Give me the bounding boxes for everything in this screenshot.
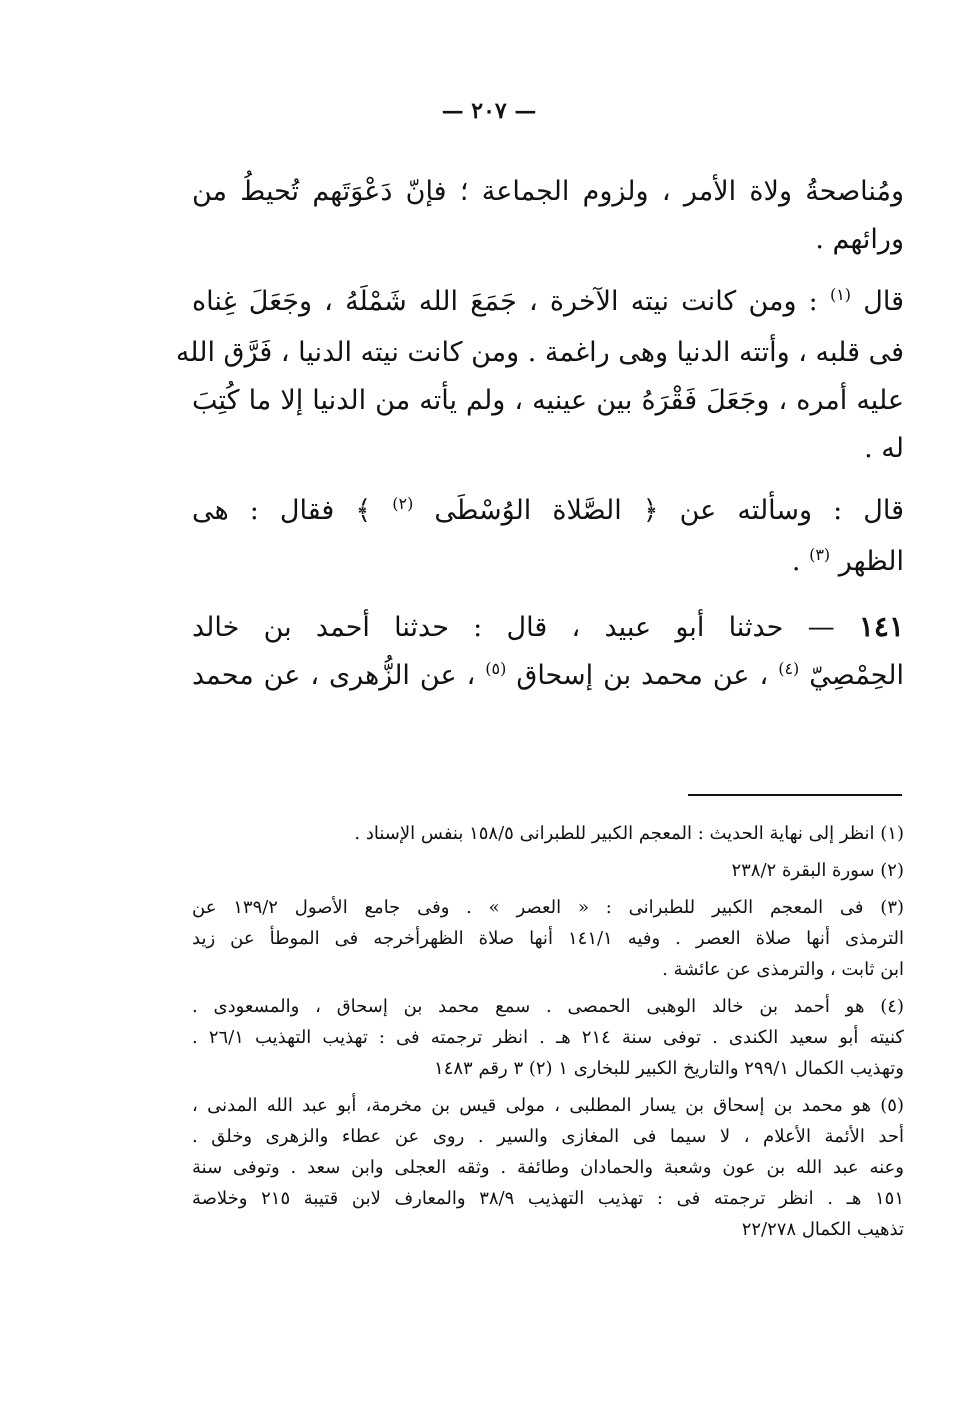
footnote-4 <box>192 991 904 1084</box>
footnote-line: (٣) فى المعجم الكبير للطبرانى : « العصر » . وفى جامع الأصول ١٣٩/٢ عن <box>192 897 905 918</box>
footnote-ref-3[interactable]: (٣) <box>809 545 831 564</box>
text-segment: الحِمْصِيّ <box>809 660 904 691</box>
footnote-1 <box>192 818 904 849</box>
text-line: له . <box>864 433 904 464</box>
paragraph-4 <box>192 603 904 703</box>
footnote-line: (١) انظر إلى نهاية الحديث : المعجم الكبير للطبرانى ١٥٨/٥ بنفس الإسناد . <box>354 823 904 844</box>
footnote-line: أحد الأئمة الأعلام ، لا سيما فى المغازى والسير . روى عن عطاء والزهرى وخلق . <box>192 1126 904 1147</box>
footnote-line: تذهيب الكمال ٢٢/٢٧٨ <box>741 1219 904 1240</box>
footnote-line: (٤) هو أحمد بن خالد الوهبى الحمصى . سمع محمد بن إسحاق ، والمسعودى . <box>192 996 904 1017</box>
footnote-3 <box>192 892 904 985</box>
hadith-number: ١٤١ <box>858 610 904 643</box>
footnote-line: ١٥١ هـ . انظر ترجمته فى : تهذيب التهذيب ٣٨/٩ والمعارف لابن قتيبة ٢١٥ وخلاصة <box>192 1188 904 1209</box>
text-line <box>192 278 904 329</box>
text-segment: ، عن الزُّهرى ، عن محمد <box>192 660 476 691</box>
text-line: ومُناصحةُ ولاة الأمر ، ولزوم الجماعة ؛ فإنّ دَعْوَتَهم تُحيطُ من <box>192 176 904 207</box>
footnote-ref-1[interactable]: (١) <box>829 285 852 304</box>
footnote-line: وعنه عبد الله بن عون وشعبة والحمادان وطائفة . وثقه العجلى وابن سعد . وتوفى سنة <box>192 1157 904 1178</box>
footnote-2 <box>192 855 904 886</box>
footnote-ref-4[interactable]: (٤) <box>778 659 800 678</box>
footnote-ref-5[interactable]: (٥) <box>485 659 507 678</box>
footnote-line: (٥) هو محمد بن إسحاق بن يسار المطلبى ، مولى قيس بن مخرمة، أبو عبد الله المدنى ، <box>192 1095 904 1116</box>
text-line <box>192 603 904 652</box>
text-segment: — حدثنا أبو عبيد ، قال : حدثنا أحمد بن خالد <box>192 612 835 643</box>
text-line <box>192 487 904 538</box>
footnote-ref-2[interactable]: (٢) <box>392 494 414 513</box>
text-segment: ﴾ فقال : هى <box>192 495 372 526</box>
paragraph-2 <box>175 278 904 473</box>
text-segment: . <box>791 546 801 577</box>
text-segment: الظهر <box>838 546 904 577</box>
footnote-separator <box>688 794 902 796</box>
text-line: ورائهم . <box>815 224 904 255</box>
text-segment: ، عن محمد بن إسحاق <box>516 660 769 691</box>
footnote-line: الترمذى أنها صلاة العصر . وفيه ١٤١/١ أنها صلاة الظهرأخرجه فى الموطأ عن زيد <box>192 928 904 949</box>
text-line <box>192 652 904 703</box>
paragraph-3 <box>192 487 904 589</box>
text-line: فى قلبه ، وأتته الدنيا وهى راغمة . ومن كانت نيته الدنيا ، فَرَّق الله <box>175 337 904 368</box>
footnote-line: ابن ثابت ، والترمذى عن عائشة . <box>662 959 904 980</box>
text-line <box>192 538 904 589</box>
main-text <box>175 168 904 717</box>
text-segment: : ومن كانت نيته الآخرة ، جَمَعَ الله شَمْلَهُ ، وجَعَلَ غِناه <box>192 286 818 317</box>
said-word: قال <box>863 286 904 317</box>
page-number: — ٢٠٧ — <box>441 98 537 124</box>
footnote-line: كنيته أبو سعيد الكندى . توفى سنة ٢١٤ هـ . انظر ترجمته فى : تهذيب التهذيب ٢٦/١ . <box>192 1027 904 1048</box>
paragraph-1 <box>192 168 904 264</box>
text-line: عليه أمره ، وجَعَلَ فَقْرَهُ بين عينيه ، ولم يأته من الدنيا إلا ما كُتِبَ <box>192 385 904 416</box>
footnote-line: وتهذيب الكمال ٢٩٩/١ والتاريخ الكبير للبخارى ١ (٢) ٣ رقم ١٤٨٣ <box>434 1058 904 1079</box>
footnote-5 <box>192 1090 904 1245</box>
footnote-line: (٢) سورة البقرة ٢٣٨/٢ <box>731 860 904 881</box>
text-segment: قال : وسألته عن ﴿ الصَّلاة الوُسْطَى <box>434 495 904 526</box>
footnotes <box>192 818 904 1251</box>
